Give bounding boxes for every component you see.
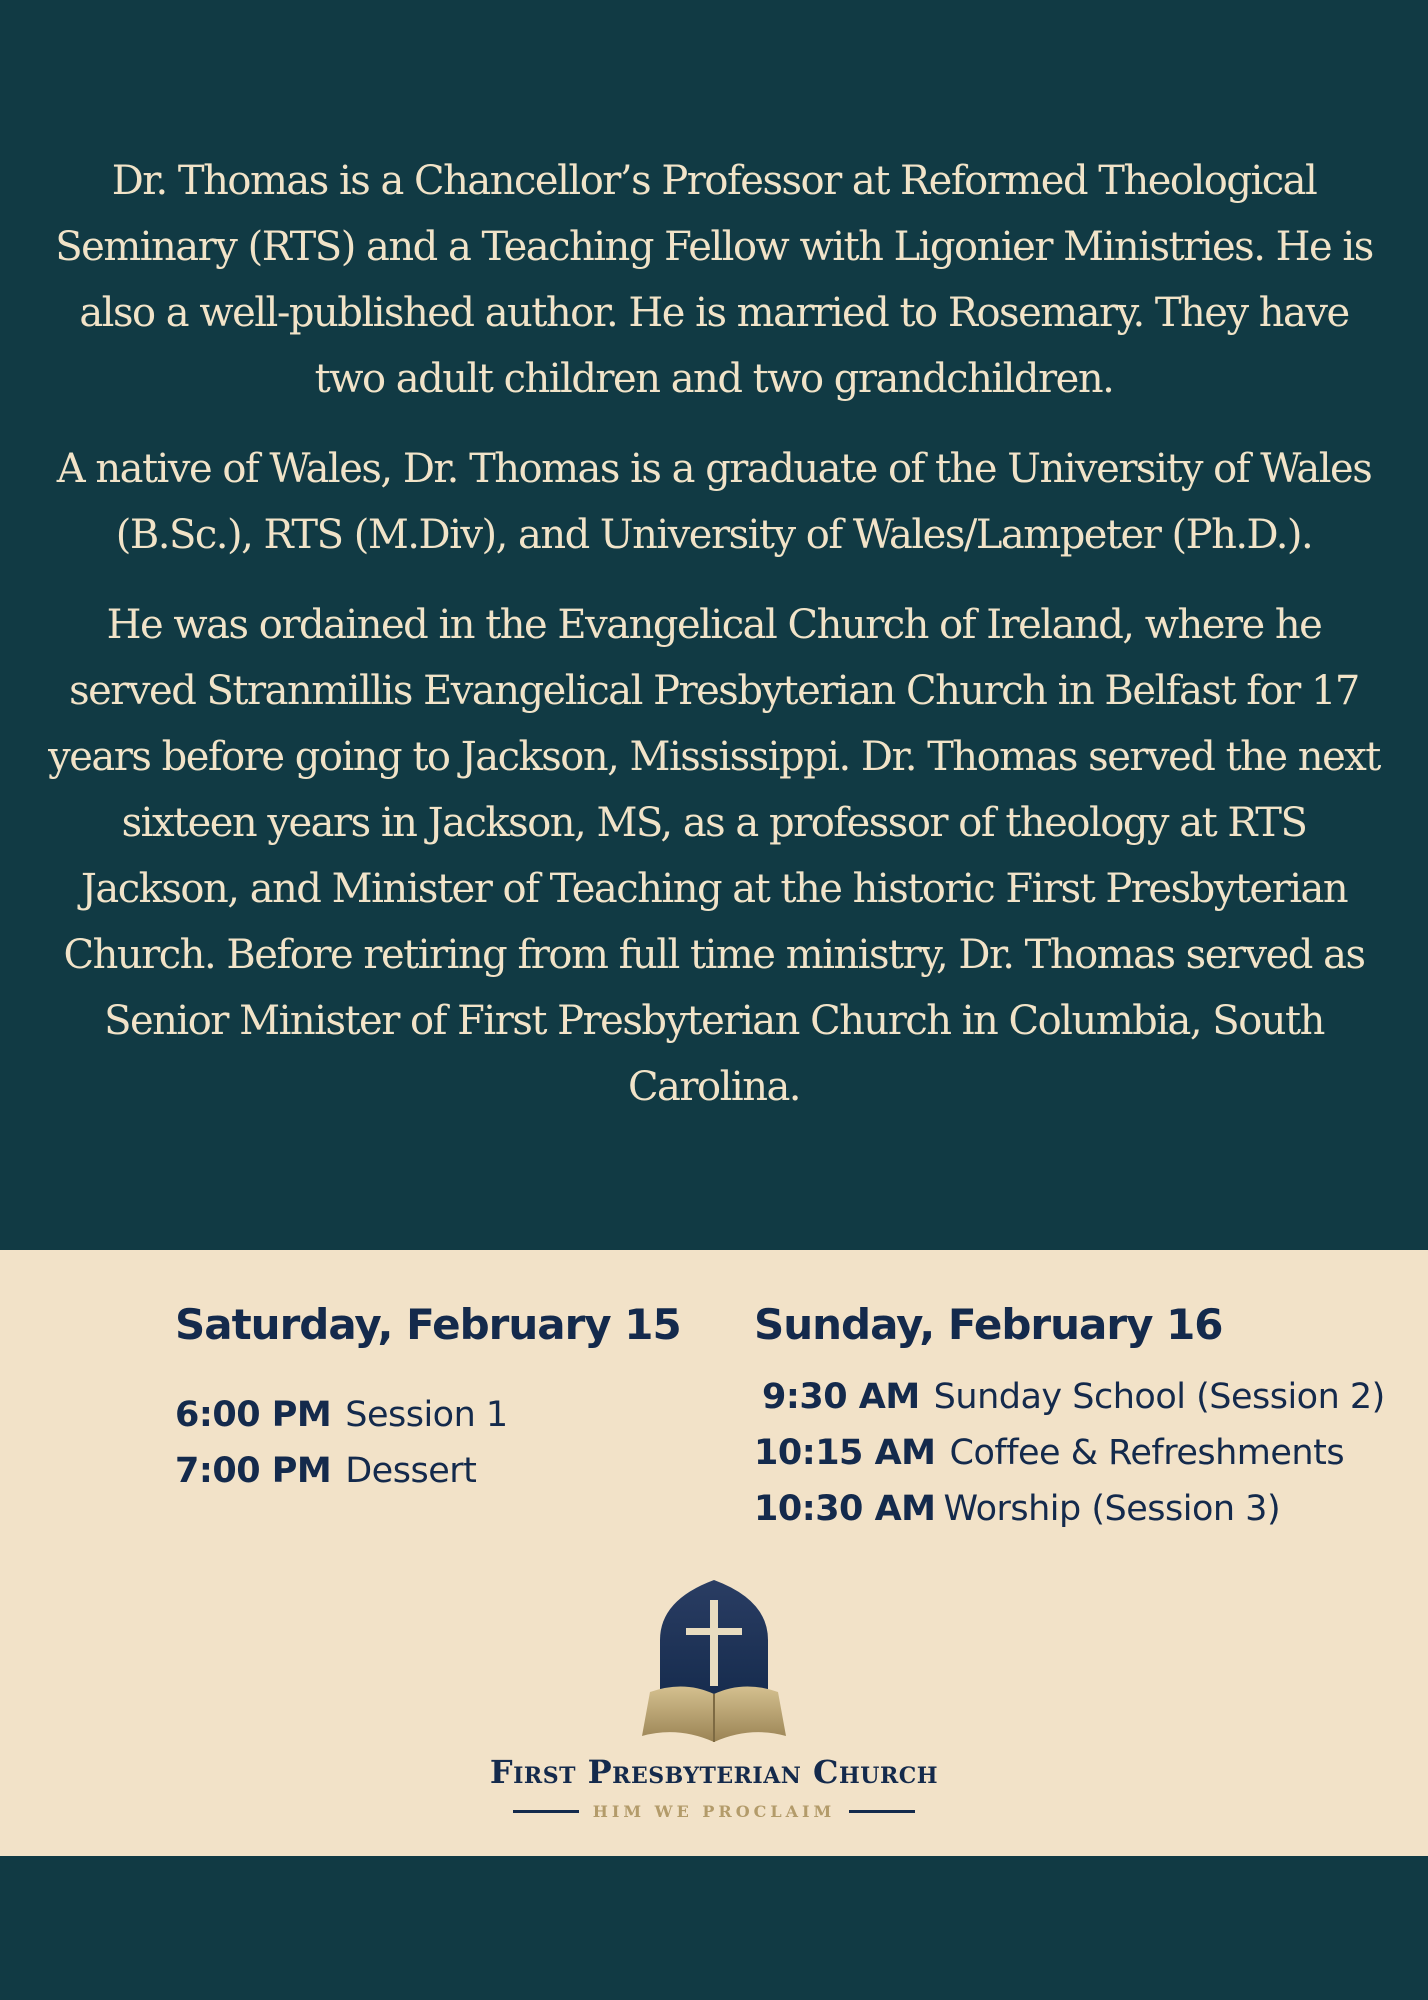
schedule-time: 7:00 PM (175, 1451, 332, 1491)
schedule-item (754, 1425, 1385, 1481)
schedule-event: Worship (Session 3) (943, 1489, 1281, 1529)
bio-paragraph-1: Dr. Thomas is a Chancellor’s Professor at Reformed Theological Seminary (RTS) and a Teaching Fellow with Ligonier Ministries. He is also a well-published author. He is married to Rosemary. They have two adult children and two grandchildren. (55, 158, 1373, 402)
schedule-band (0, 1250, 1428, 1856)
logo-tagline-row (464, 1802, 964, 1821)
saturday-schedule (175, 1300, 681, 1499)
saturday-heading: Saturday, February 15 (175, 1300, 681, 1349)
tagline-rule-right (849, 1810, 915, 1813)
schedule-event: Sunday School (Session 2) (933, 1377, 1385, 1417)
schedule-event: Coffee & Refreshments (949, 1433, 1345, 1473)
logo-name: First Presbyterian Church (489, 1753, 939, 1791)
schedule-event: Session 1 (345, 1395, 508, 1435)
schedule-item (175, 1443, 681, 1499)
saturday-items (175, 1387, 681, 1499)
schedule-item (754, 1481, 1385, 1537)
schedule-time: 9:30 AM (762, 1377, 920, 1417)
bio-paragraph-3: He was ordained in the Evangelical Church of Ireland, where he served Stranmillis Evangelical Presbyterian Church in Belfast for 17 years before going to Jackson, Mississippi. Dr. Thomas served the next sixteen years in Jackson, MS, as a professor of theology at RTS Jackson, and Minister of Teaching at the historic First Presbyterian Church. Before retiring from full time ministry, Dr. Thomas served as Senior Minister of First Presbyterian Church in Columbia, South Carolina. (48, 602, 1380, 1110)
church-window-cross-bible-icon (464, 1580, 964, 1750)
logo-tagline: HIM WE PROCLAIM (592, 1802, 836, 1821)
sunday-heading: Sunday, February 16 (754, 1300, 1223, 1349)
bio-paragraph-2: A native of Wales, Dr. Thomas is a graduate of the University of Wales (B.Sc.), RTS (M.Div), and University of Wales/Lampeter (Ph.D.). (56, 446, 1372, 558)
schedule-time: 10:15 AM (754, 1433, 936, 1473)
church-logo (464, 1580, 964, 1830)
sunday-schedule (754, 1300, 1385, 1537)
bio-section (40, 148, 1388, 1120)
tagline-rule-left (513, 1810, 579, 1813)
schedule-item (175, 1387, 681, 1443)
schedule-item (754, 1369, 1385, 1425)
schedule-time: 6:00 PM (175, 1395, 332, 1435)
schedule-time: 10:30 AM (754, 1489, 936, 1529)
schedule-event: Dessert (345, 1451, 477, 1491)
sunday-items (754, 1369, 1385, 1537)
